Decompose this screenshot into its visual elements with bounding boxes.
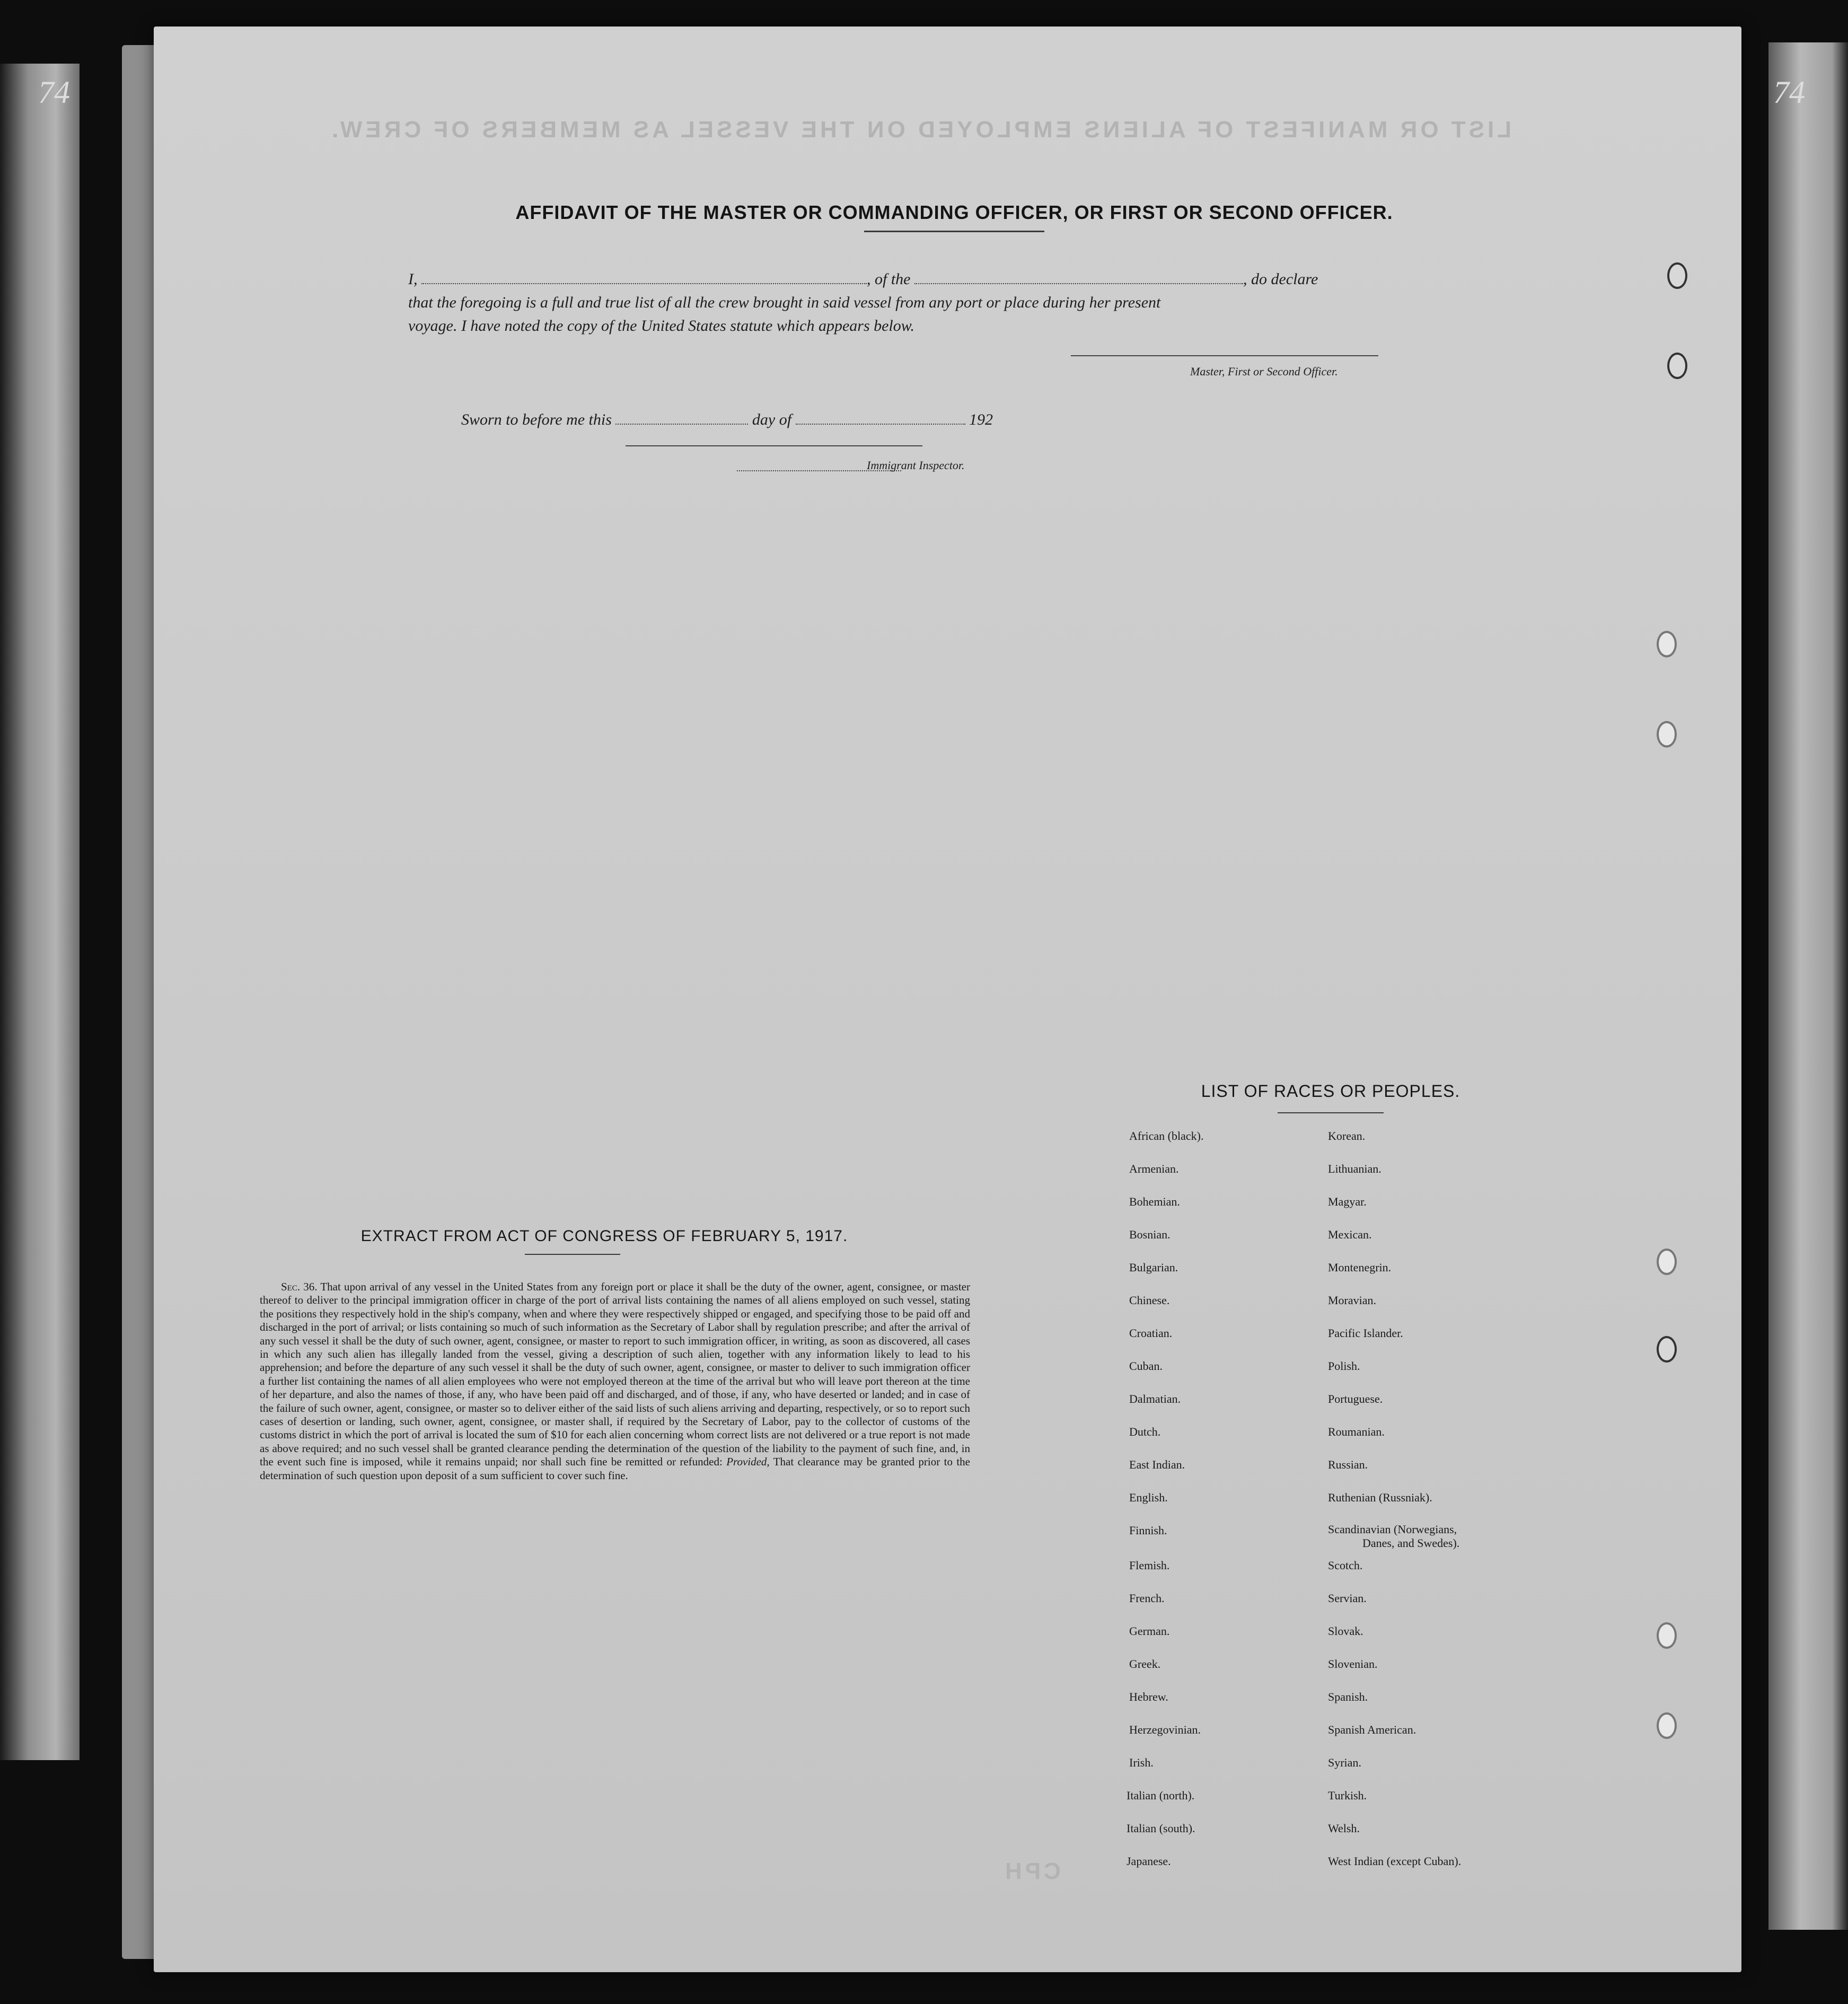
manifest-page bbox=[154, 27, 1741, 1972]
affidavit-declaration bbox=[408, 268, 1415, 338]
declaration-i-label: I, bbox=[408, 270, 418, 288]
race-right-item: Spanish American. bbox=[1328, 1723, 1416, 1736]
race-right-item: Welsh. bbox=[1328, 1822, 1360, 1835]
race-left-item: Irish. bbox=[1129, 1756, 1154, 1769]
race-left-item: African (black). bbox=[1129, 1129, 1204, 1142]
race-right-item: Lithuanian. bbox=[1328, 1162, 1381, 1175]
race-right-item: Danes, and Swedes). bbox=[1362, 1536, 1460, 1550]
race-left-item: German. bbox=[1129, 1624, 1170, 1638]
race-right-item: Scandinavian (Norwegians, bbox=[1328, 1523, 1457, 1536]
left-margin-number: 74 bbox=[38, 75, 70, 110]
bleed-through-header: LIST OR MANIFEST OF ALIENS EMPLOYED ON THE VESSEL AS MEMBERS OF CREW. bbox=[329, 117, 1512, 143]
race-right-item: Roumanian. bbox=[1328, 1425, 1385, 1438]
punch-hole-icon bbox=[1667, 353, 1687, 379]
race-right-item: Slovak. bbox=[1328, 1624, 1363, 1638]
of-the-label: , of the bbox=[867, 270, 911, 288]
declaration-line-2: that the foregoing is a full and true list of all the crew brought in said vessel from any port or place during her present bbox=[408, 294, 1161, 311]
master-signature-line[interactable] bbox=[1071, 355, 1378, 356]
race-left-item: Finnish. bbox=[1129, 1524, 1167, 1537]
vessel-name-field[interactable] bbox=[914, 271, 1243, 284]
affidavit-title-rule bbox=[864, 231, 1044, 232]
race-right-item: Portuguese. bbox=[1328, 1392, 1383, 1405]
do-declare-label: , do declare bbox=[1243, 270, 1318, 288]
race-right-item: Turkish. bbox=[1328, 1789, 1367, 1802]
officer-name-field[interactable] bbox=[421, 271, 867, 284]
inspector-caption: Immigrant Inspector. bbox=[867, 459, 965, 472]
punch-hole-icon bbox=[1657, 1712, 1677, 1739]
extract-provided-label: Provided, bbox=[726, 1455, 770, 1469]
race-right-item: West Indian (except Cuban). bbox=[1328, 1854, 1462, 1868]
races-title-rule bbox=[1278, 1112, 1384, 1113]
race-right-item: Syrian. bbox=[1328, 1756, 1361, 1769]
punch-hole-icon bbox=[1657, 721, 1677, 748]
sworn-statement bbox=[461, 411, 993, 429]
race-right-item: Slovenian. bbox=[1328, 1657, 1378, 1671]
extract-title-rule bbox=[525, 1254, 620, 1255]
race-right-item: Moravian. bbox=[1328, 1294, 1377, 1307]
race-left-item: Armenian. bbox=[1129, 1162, 1179, 1175]
race-right-item: Ruthenian (Russniak). bbox=[1328, 1491, 1432, 1504]
punch-hole-icon bbox=[1657, 1622, 1677, 1649]
inspector-signature-line[interactable] bbox=[626, 445, 922, 446]
bleed-through-footer: CPH bbox=[1002, 1858, 1061, 1884]
punch-hole-icon bbox=[1667, 262, 1687, 289]
race-left-item: Flemish. bbox=[1129, 1559, 1170, 1572]
punch-hole-icon bbox=[1657, 1249, 1677, 1275]
right-margin-number: 74 bbox=[1773, 75, 1805, 110]
race-left-item: Bulgarian. bbox=[1129, 1261, 1178, 1274]
extract-body bbox=[260, 1280, 970, 1482]
declaration-line-1 bbox=[408, 268, 1415, 291]
race-right-item: Montenegrin. bbox=[1328, 1261, 1392, 1274]
race-right-item: Polish. bbox=[1328, 1359, 1360, 1373]
races-title: LIST OF RACES OR PEOPLES. bbox=[1201, 1082, 1460, 1101]
day-of-label: day of bbox=[752, 411, 792, 428]
extract-title: EXTRACT FROM ACT OF CONGRESS OF FEBRUARY 5, 1917. bbox=[360, 1227, 848, 1245]
sworn-day-field[interactable] bbox=[615, 412, 748, 425]
race-left-item: Dalmatian. bbox=[1129, 1392, 1181, 1405]
extract-section-label: Sec. 36. bbox=[281, 1280, 318, 1293]
master-caption: Master, First or Second Officer. bbox=[1190, 365, 1338, 378]
year-label: 192 bbox=[969, 411, 993, 428]
race-left-item: East Indian. bbox=[1129, 1458, 1185, 1471]
race-right-item: Scotch. bbox=[1328, 1559, 1363, 1572]
race-left-item: Herzegovinian. bbox=[1129, 1723, 1201, 1736]
race-right-item: Spanish. bbox=[1328, 1690, 1368, 1703]
sworn-month-field[interactable] bbox=[796, 412, 965, 425]
race-left-item: Hebrew. bbox=[1129, 1690, 1168, 1703]
race-left-item: Cuban. bbox=[1129, 1359, 1163, 1373]
affidavit-title: AFFIDAVIT OF THE MASTER OR COMMANDING OFFICER, OR FIRST OR SECOND OFFICER. bbox=[515, 201, 1393, 223]
race-left-item: Bosnian. bbox=[1129, 1228, 1171, 1241]
race-left-item: Japanese. bbox=[1127, 1854, 1171, 1868]
race-right-item: Mexican. bbox=[1328, 1228, 1372, 1241]
race-left-item: French. bbox=[1129, 1592, 1165, 1605]
race-left-item: Dutch. bbox=[1129, 1425, 1161, 1438]
race-right-item: Russian. bbox=[1328, 1458, 1368, 1471]
race-right-item: Korean. bbox=[1328, 1129, 1366, 1142]
declaration-line-3: voyage. I have noted the copy of the United States statute which appears below. bbox=[408, 317, 915, 335]
race-left-item: Italian (south). bbox=[1127, 1822, 1195, 1835]
race-left-item: English. bbox=[1129, 1491, 1168, 1504]
sworn-prefix: Sworn to before me this bbox=[461, 411, 612, 428]
race-left-item: Bohemian. bbox=[1129, 1195, 1180, 1208]
race-right-item: Pacific Islander. bbox=[1328, 1326, 1403, 1340]
extract-text-part1: That upon arrival of any vessel in the United States from any foreign port or place it shall be the duty of the owner, agent, consignee, or master thereof to deliver to the principal immigration officer in charge of the port of arrival lists containing the names of all aliens employed on such vessel, stating the positions they respectively hold in the ship's company, when and where they were respectively shipped or engaged, and specifying those to be paid off and discharged in the port of arrival; or lists containing so much of such information as the Secretary of Labor shall by regulation prescribe; and after the arrival of any such vessel it shall be the duty of such owner, agent, consignee, or master to report to such immigration officer, in writing, as soon as discovered, all cases in which any such alien has illegally landed from the vessel, giving a description of such alien, together with any information likely to lead to his apprehension; and before the departure of any such vessel it shall be the duty of such owner, agent, consignee, or master to deliver to such immigration officer a further list containing the names of all alien employees who were not employed thereon at the time of the arrival but who will leave port thereon at the time of her departure, and also the names of those, if any, who have been paid off and discharged, and of those, if any, who have deserted or landed; and in case of the failure of such owner, agent, consignee, or master so to deliver either of the said lists of such aliens arriving and departing, respectively, or so to report such cases of desertion or landing, such owner, agent, consignee, or master shall, if required by the Secretary of Labor, pay to the collector of customs of the customs district in which the port of arrival is located the sum of $10 for each alien concerning whom correct lists are not delivered or a true report is not made as above required; and no such vessel shall be granted clearance pending the determination of the question of the liability to the payment of such fine, and, in the event such fine is imposed, while it remains unpaid; nor shall such fine be remitted or refunded: bbox=[260, 1280, 970, 1469]
punch-hole-icon bbox=[1657, 1336, 1677, 1363]
extract-text-part2: That clearance may be granted prior to the determination of such question upon deposit of a sum sufficient to cover such fine. bbox=[260, 1455, 971, 1482]
race-left-item: Croatian. bbox=[1129, 1326, 1173, 1340]
left-adjacent-page-edge bbox=[0, 64, 80, 1760]
race-left-item: Italian (north). bbox=[1127, 1789, 1195, 1802]
race-right-item: Servian. bbox=[1328, 1592, 1367, 1605]
race-right-item: Magyar. bbox=[1328, 1195, 1367, 1208]
punch-hole-icon bbox=[1657, 631, 1677, 657]
right-adjacent-page-edge bbox=[1768, 42, 1848, 1930]
race-left-item: Greek. bbox=[1129, 1657, 1161, 1671]
race-left-item: Chinese. bbox=[1129, 1294, 1170, 1307]
